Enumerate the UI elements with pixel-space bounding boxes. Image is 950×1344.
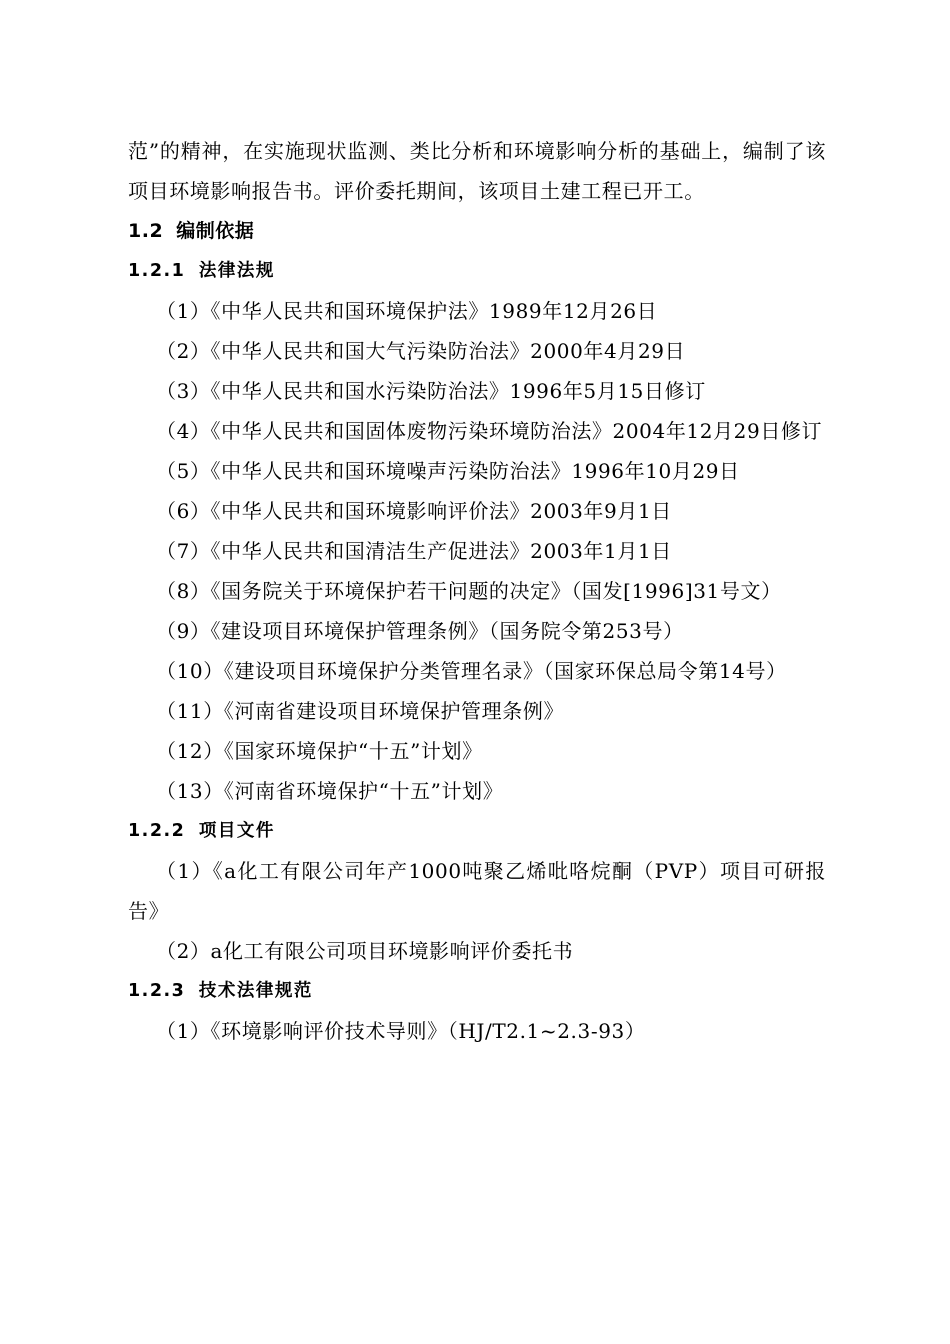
list-item: （2）《中华人民共和国大气污染防治法》2000年4月29日 (156, 339, 686, 363)
list-item: （2）a化工有限公司项目环境影响评价委托书 (156, 939, 574, 963)
list-item: （11）《河南省建设项目环境保护管理条例》 (156, 699, 565, 723)
document-body (128, 131, 826, 1051)
list-item: （13）《河南省环境保护“十五”计划》 (156, 779, 504, 803)
list-item: （12）《国家环境保护“十五”计划》 (156, 739, 483, 763)
section-number: 1.2 (128, 220, 164, 242)
list-item: （4）《中华人民共和国固体废物污染环境防治法》2004年12月29日修订 (156, 419, 823, 443)
list-item: （6）《中华人民共和国环境影响评价法》2003年9月1日 (156, 499, 672, 523)
list-item: （1）《环境影响评价技术导则》（HJ/T2.1~2.3-93） (156, 1019, 646, 1043)
intro-paragraph: 范”的精神，在实施现状监测、类比分析和环境影响分析的基础上，编制了该项目环境影响报告书。评价委托期间，该项目土建工程已开工。 (128, 139, 826, 203)
list-item: （7）《中华人民共和国清洁生产促进法》2003年1月1日 (156, 539, 672, 563)
list-item: （8）《国务院关于环境保护若干问题的决定》（国发[1996]31号文） (156, 579, 782, 603)
section-heading-1-2 (128, 211, 826, 251)
list-item: （9）《建设项目环境保护管理条例》（国务院令第253号） (156, 619, 684, 643)
section-heading-1-2-1 (128, 251, 826, 291)
section-heading-1-2-3 (128, 971, 826, 1011)
list-item: （1）《中华人民共和国环境保护法》1989年12月26日 (156, 299, 658, 323)
list-item: （10）《建设项目环境保护分类管理名录》（国家环保总局令第14号） (156, 659, 787, 683)
section-title: 法律法规 (198, 261, 275, 281)
section-number: 1.2.2 (128, 821, 186, 841)
list-item: （3）《中华人民共和国水污染防治法》1996年5月15日修订 (156, 379, 706, 403)
section-title: 项目文件 (198, 821, 275, 841)
section-number: 1.2.1 (128, 261, 186, 281)
section-title: 编制依据 (176, 220, 255, 242)
list-item: （5）《中华人民共和国环境噪声污染防治法》1996年10月29日 (156, 459, 740, 483)
section-number: 1.2.3 (128, 981, 186, 1001)
section-heading-1-2-2 (128, 811, 826, 851)
section-title: 技术法律规范 (198, 981, 313, 1001)
list-item: （1）《a化工有限公司年产1000吨聚乙烯吡咯烷酮（PVP）项目可研报告》 (128, 859, 826, 923)
